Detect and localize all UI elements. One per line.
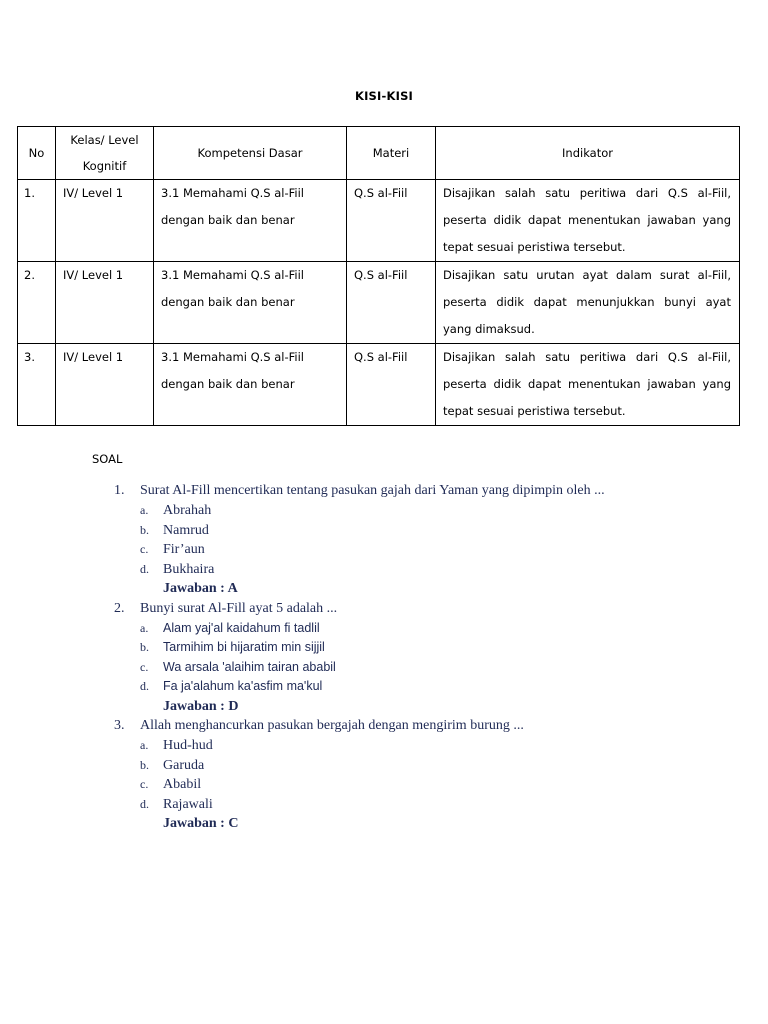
option-letter: d. [140, 679, 149, 693]
option-text: Wa arsala 'alaihim tairan ababil [163, 659, 336, 674]
section-label-soal: SOAL [92, 452, 123, 466]
option-letter: a. [140, 503, 149, 517]
cell-kompetensi-line1: 3.1 Memahami Q.S al-Fiil [161, 268, 304, 282]
cell-kompetensi [154, 180, 347, 262]
option-letter: b. [140, 640, 149, 654]
option-item [114, 677, 754, 697]
option-letter: c. [140, 542, 149, 556]
cell-kompetensi-line2: dengan baik dan benar [161, 295, 295, 309]
cell-kelas: IV/ Level 1 [56, 180, 154, 262]
header-kelas-line1: Kelas/ Level [70, 133, 139, 147]
question-text: Surat Al-Fill mencertikan tentang pasukan gajah dari Yaman yang dipimpin oleh ... [140, 483, 605, 498]
table-row [18, 180, 740, 262]
question-list [114, 481, 754, 834]
header-kelas-line2: Kognitif [82, 159, 127, 173]
kisi-kisi-table [17, 126, 740, 426]
option-item [114, 756, 754, 776]
option-text: Bukhaira [163, 561, 215, 577]
option-text: Hud-hud [163, 738, 213, 753]
option-letter: d. [140, 796, 149, 811]
option-item [114, 775, 754, 795]
cell-kompetensi [154, 262, 347, 344]
table-row [18, 344, 740, 426]
option-item [114, 619, 754, 639]
option-letter: d. [140, 561, 149, 576]
cell-indikator: Disajikan salah satu peritiwa dari Q.S al-Fiil, peserta didik dapat menentukan jawaban yang tepat sesuai peristiwa tersebut. [436, 344, 740, 426]
question-item [114, 716, 754, 834]
cell-indikator: Disajikan salah satu peritiwa dari Q.S al-Fiil, peserta didik dapat menentukan jawaban yang tepat sesuai peristiwa tersebut. [436, 180, 740, 262]
option-text: Alam yaj'al kaidahum fi tadlil [163, 620, 320, 635]
option-text: Namrud [163, 522, 209, 538]
cell-kompetensi-line1: 3.1 Memahami Q.S al-Fiil [161, 350, 304, 364]
answer-key: Jawaban : D [163, 698, 239, 714]
option-letter: b. [140, 522, 149, 537]
cell-kompetensi [154, 344, 347, 426]
option-item [114, 638, 754, 658]
table-header-row [18, 127, 740, 180]
option-item [114, 521, 754, 541]
header-indikator: Indikator [436, 127, 740, 180]
option-text: Fa ja'alahum ka'asfim ma'kul [163, 679, 323, 693]
question-text: Allah menghancurkan pasukan bergajah dengan mengirim burung ... [140, 718, 524, 733]
cell-kelas: IV/ Level 1 [56, 344, 154, 426]
option-item [114, 795, 754, 815]
option-item [114, 501, 754, 521]
header-no: No [18, 127, 56, 180]
option-text: Garuda [163, 757, 205, 773]
question-number: 1. [114, 483, 125, 498]
cell-kompetensi-line1: 3.1 Memahami Q.S al-Fiil [161, 186, 304, 200]
answer-key: Jawaban : A [163, 581, 238, 596]
answer-key: Jawaban : C [163, 816, 239, 831]
question-item [114, 599, 754, 717]
option-item [114, 560, 754, 580]
header-materi: Materi [347, 127, 436, 180]
cell-no: 1. [18, 180, 56, 262]
question-number: 3. [114, 718, 125, 733]
question-row [114, 481, 754, 501]
cell-materi: Q.S al-Fiil [347, 344, 436, 426]
header-kelas [56, 127, 154, 180]
question-text: Bunyi surat Al-Fill ayat 5 adalah ... [140, 600, 338, 616]
cell-indikator: Disajikan satu urutan ayat dalam surat al-Fiil, peserta didik dapat menunjukkan bunyi ayat yang dimaksud. [436, 262, 740, 344]
option-letter: b. [140, 757, 149, 772]
option-letter: a. [140, 620, 149, 635]
cell-kompetensi-line2: dengan baik dan benar [161, 377, 295, 391]
question-item [114, 481, 754, 599]
option-text: Abrahah [163, 503, 212, 518]
question-number: 2. [114, 600, 125, 616]
cell-kelas: IV/ Level 1 [56, 262, 154, 344]
option-text: Fir’aun [163, 542, 205, 557]
option-letter: c. [140, 659, 149, 674]
option-text: Rajawali [163, 796, 213, 812]
cell-kompetensi-line2: dengan baik dan benar [161, 213, 295, 227]
option-text: Ababil [163, 777, 202, 792]
option-item [114, 540, 754, 560]
option-item [114, 736, 754, 756]
question-row [114, 716, 754, 736]
document-title: KISI-KISI [354, 89, 414, 103]
header-kompetensi: Kompetensi Dasar [154, 127, 347, 180]
cell-no: 2. [18, 262, 56, 344]
cell-materi: Q.S al-Fiil [347, 180, 436, 262]
option-item [114, 658, 754, 678]
option-letter: c. [140, 777, 149, 791]
cell-no: 3. [18, 344, 56, 426]
option-text: Tarmihim bi hijaratim min sijjil [163, 640, 325, 654]
question-row [114, 599, 754, 619]
cell-materi: Q.S al-Fiil [347, 262, 436, 344]
option-letter: a. [140, 738, 149, 752]
table-row [18, 262, 740, 344]
